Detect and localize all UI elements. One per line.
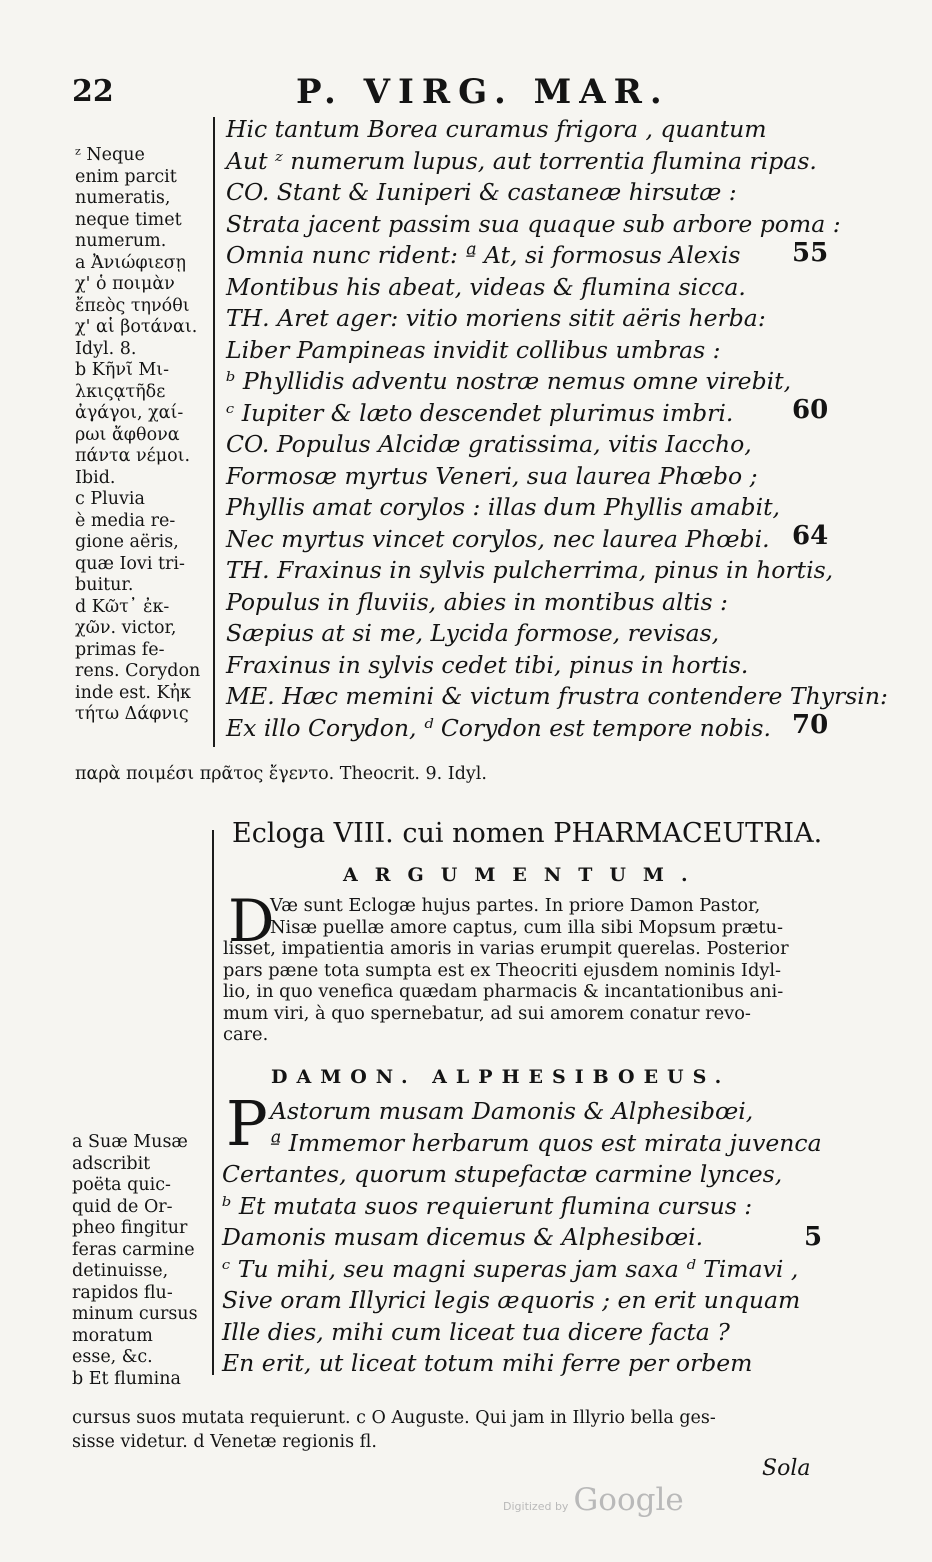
column-rule [213, 117, 215, 747]
verses-ecl8 [270, 1096, 822, 1159]
footnote-line: cursus suos mutata requierunt. c O Auguste. Qui jam in Illyrio bella ges- [72, 1408, 716, 1428]
argument-text [223, 938, 789, 1046]
margin-notes-ecl8 [72, 1132, 198, 1390]
margin-note: ᶻ Neque [75, 145, 145, 165]
digitization-watermark [503, 1482, 684, 1518]
verse-line: Ille dies, mihi cum liceat tua dicere facta ? [222, 1317, 730, 1346]
page-number: 22 [72, 74, 114, 109]
margin-note: ἀγάγοι, χαί- [75, 403, 184, 423]
argument-text [270, 895, 783, 938]
verse-line: Fraxinus in sylvis cedet tibi, pinus in hortis. [226, 650, 749, 679]
margin-note: è media re- [75, 510, 176, 531]
speaker-names: DAMON. ALPHESIBOEUS. [271, 1066, 731, 1088]
verse-line: Nec myrtus vincet corylos, nec laurea Phœbi. [226, 524, 770, 553]
verse-line: TH. Fraxinus in sylvis pulcherrima, pinus in hortis, [226, 556, 834, 584]
margin-note: adscribit [72, 1153, 151, 1174]
argument-line: lio, in quo venefica quædam pharmacis & incantationibus ani- [223, 981, 784, 1002]
margin-note: minum cursus [72, 1304, 198, 1324]
margin-note: λκιςᾳτῆδε [75, 381, 166, 402]
argument-line: lisset, impatientia amoris in varias erumpit querelas. Posterior [223, 938, 789, 959]
verse-line: CO. Populus Alcidæ gratissima, vitis Iaccho, [226, 430, 752, 458]
margin-note: rens. Corydon [75, 661, 201, 681]
margin-note: b Κῆνῖ Μι- [75, 360, 170, 380]
verses-ecl8 [222, 1159, 800, 1380]
margin-note-runover: παρὰ ποιμέσι πρᾶτος ἔγεντο. Theocrit. 9. Idyl. [75, 764, 487, 784]
margin-note: gione aëris, [75, 532, 179, 552]
verse-line: Certantes, quorum stupefactæ carmine lynces, [222, 1160, 783, 1188]
running-title: P. VIRG. MAR. [296, 72, 670, 112]
margin-note: buitur. [75, 575, 134, 595]
verse-line: Astorum musam Damonis & Alphesibœi, [270, 1097, 754, 1125]
line-number: 55 [792, 238, 829, 268]
verse-line: Sive oram Illyrici legis æquoris ; en erit unquam [222, 1286, 801, 1314]
verse-line: Damonis musam dicemus & Alphesibœi. [222, 1223, 704, 1251]
column-rule [212, 830, 214, 1375]
catchword: Sola [762, 1456, 811, 1481]
verse-line: ᶜ Tu mihi, seu magni superas jam saxa ᵈ Timavi , [222, 1254, 799, 1283]
margin-note: moratum [72, 1325, 153, 1346]
verse-line: CO. Stant & Iuniperi & castaneæ hirsutæ : [226, 178, 737, 206]
margin-note: χ' ὁ ποιμὰν [75, 274, 175, 294]
verse-line: Populus in fluviis, abies in montibus altis : [226, 587, 728, 616]
argument-line: Nisæ puellæ amore captus, cum illa sibi Mopsum prætu- [270, 916, 783, 938]
margin-note: τήτω Δάφνις [75, 704, 189, 724]
verse-line: En erit, ut liceat totum mihi ferre per orbem [222, 1349, 753, 1377]
margin-note: numeratis, [75, 188, 171, 208]
margin-note: b Et flumina [72, 1368, 181, 1389]
margin-note: Ibid. [75, 467, 116, 488]
margin-note: poëta quic- [72, 1175, 171, 1195]
line-number: 64 [792, 521, 829, 551]
line-number: 70 [792, 710, 829, 740]
argument-line: pars pæne tota sumpta est ex Theocriti ejusdem nominis Idyl- [223, 959, 782, 981]
verse-line: ME. Hæc memini & victum frustra contendere Thyrsin: [226, 682, 888, 710]
margin-note: pheo fingitur [72, 1218, 188, 1238]
margin-note: quæ Iovi tri- [75, 553, 185, 574]
margin-note: ἔπεὸς τηνόθι [75, 295, 190, 316]
verses-ecl7 [226, 114, 888, 744]
margin-note: χῶν. victor, [75, 618, 177, 638]
footnote-line: sisse videtur. d Venetæ regionis fl. [72, 1432, 377, 1452]
margin-note: Idyl. 8. [75, 338, 137, 359]
margin-note: d Κῶτ᾽ ἐκ- [75, 596, 170, 617]
verse-line: TH. Aret ager: vitio moriens sitit aëris herba: [226, 304, 766, 332]
margin-note: neque timet [75, 209, 182, 230]
margin-note: rapidos flu- [72, 1282, 173, 1303]
margin-note: ρωι ἄφθονα [75, 424, 180, 445]
verse-line: Sæpius at si me, Lycida formose, revisas, [226, 619, 720, 647]
margin-note: esse, &c. [72, 1347, 153, 1367]
margin-note: quid de Or- [72, 1196, 173, 1217]
eclogue-title: Ecloga VIII. cui nomen PHARMACEUTRIA. [232, 818, 823, 849]
argument-line: Væ sunt Eclogæ hujus partes. In priore Damon Pastor, [270, 895, 761, 916]
margin-note: inde est. Κἠκ [75, 682, 191, 703]
verse-line: Omnia nunc rident: ª At, si formosus Alexis [226, 241, 741, 269]
argument-line: mum viri, à quo spernebatur, ad sui amorem conatur revo- [223, 1002, 751, 1024]
verse-line: ª Immemor herbarum quos est mirata juvenca [270, 1128, 822, 1157]
watermark-brand: Google [573, 1482, 684, 1518]
margin-notes-ecl7 [75, 145, 200, 726]
margin-note: a Ἀνιώφιεσῃ [75, 252, 187, 273]
margin-note: primas fe- [75, 639, 165, 660]
verse-line: Liber Pampineas invidit collibus umbras : [226, 335, 721, 364]
margin-note: enim parcit [75, 166, 177, 187]
margin-note: detinuisse, [72, 1261, 169, 1281]
verse-line: Strata jacent passim sua quaque sub arbore poma : [226, 209, 841, 238]
verse-line: Montibus his abeat, videas & flumina sicca. [226, 272, 746, 301]
verse-initial: P [226, 1087, 268, 1160]
verse-line: ᶜ Iupiter & læto descendet plurimus imbri. [226, 398, 734, 427]
verse-line: ᵇ Phyllidis adventu nostræ nemus omne virebit, [226, 367, 792, 395]
verse-line: Ex illo Corydon, ᵈ Corydon est tempore nobis. [226, 713, 771, 742]
argument-line: care. [223, 1024, 269, 1045]
verse-line: Phyllis amat corylos : illas dum Phyllis amabit, [226, 493, 781, 521]
margin-note: numerum. [75, 231, 167, 251]
line-number: 60 [792, 395, 829, 425]
margin-note: feras carmine [72, 1239, 195, 1260]
margin-note: a Suæ Musæ [72, 1132, 188, 1152]
line-number: 5 [804, 1222, 823, 1252]
watermark-prefix: Digitized by [503, 1500, 569, 1513]
verse-line: ᵇ Et mutata suos requierunt flumina cursus : [222, 1191, 753, 1220]
verse-line: Hic tantum Borea curamus frigora , quantum [226, 115, 767, 143]
argument-initial: D [228, 887, 275, 955]
argument-heading: ARGUMENTUM. [343, 864, 705, 886]
verse-line: Formosæ myrtus Veneri, sua laurea Phœbo ; [226, 461, 758, 490]
verse-line: Aut ᶻ numerum lupus, aut torrentia flumina ripas. [226, 146, 817, 175]
margin-note: c Pluvia [75, 489, 145, 509]
margin-note: πάντα νέμοι. [75, 446, 191, 466]
margin-note: χ' αἱ βοτάναι. [75, 317, 198, 337]
